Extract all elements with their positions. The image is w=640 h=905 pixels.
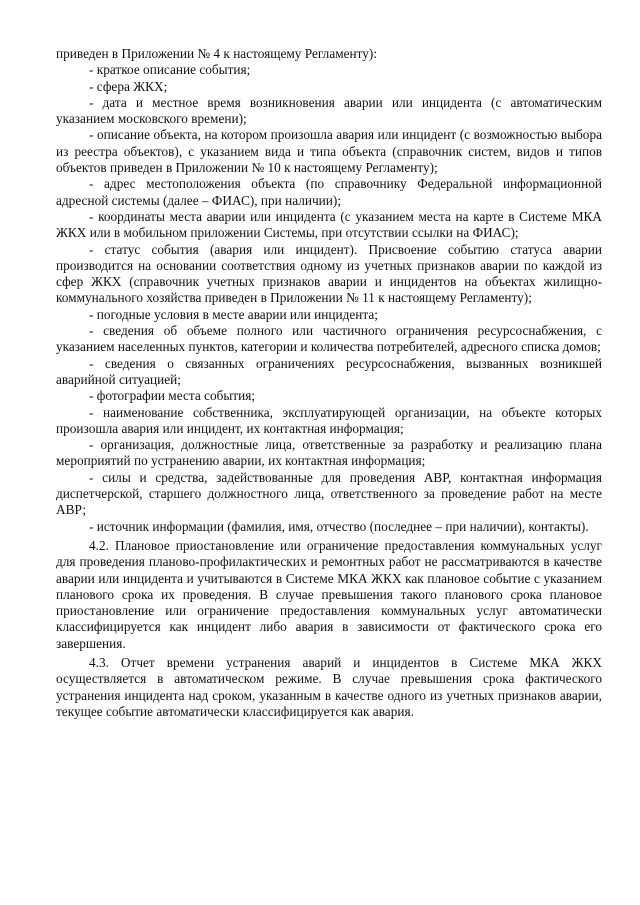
list-item: - силы и средства, задействованные для проведения АВР, контактная информация диспетчерской, старшего должностного лица, ответственного за проведение работ на месте АВР; (56, 469, 602, 518)
list-item: - организация, должностные лица, ответственные за разработку и реализацию плана мероприятий по устранению аварии, их контактная информация; (56, 437, 602, 469)
list-item: - сведения о связанных ограничениях ресурсоснабжения, вызванных возникшей аварийной ситуацией; (56, 355, 602, 387)
list-item: - наименование собственника, эксплуатирующей организации, на объекте которых произошла авария или инцидент, их контактная информация; (56, 404, 602, 436)
list-item: - координаты места аварии или инцидента (с указанием места на карте в Системе МКА ЖКХ или в мобильном приложении Системы, при отсутствии ссылки на ФИАС); (56, 208, 602, 241)
list-item: - дата и местное время возникновения аварии или инцидента (с автоматическим указанием московского времени); (56, 94, 602, 127)
section-4-2: 4.2. Плановое приостановление или ограничение предоставления коммунальных услуг для проведения планово-профилактических и ремонтных работ не рассматриваются в качестве аварии или инцидента и учитываются в Системе МКА ЖКХ как плановое событие с указанием планового срока их проведения. В случае превышения такого планового срока плановое приостановление или ограничение предоставления коммунальных услуг автоматически классифицируется как инцидент либо авария в зависимости от фактического срока его завершения. (56, 537, 602, 651)
list-item: - сведения об объеме полного или частичного ограничения ресурсоснабжения, с указанием населенных пунктов, категории и количества потребителей, адресного списка домов; (56, 323, 602, 355)
list-item: - погодные условия в месте аварии или инцидента; (89, 306, 378, 322)
list-item: - фотографии места события; (89, 388, 256, 404)
section-4-3: 4.3. Отчет времени устранения аварий и инцидентов в Системе МКА ЖКХ осуществляется в автоматическом режиме. В случае превышения срока фактического устранения инцидента над сроком, указанным в качестве одного из учетных признаков аварии, текущее событие автоматически классифицируется как авария. (56, 654, 602, 719)
paragraph-continuation: приведен в Приложении № 4 к настоящему Регламенту): (56, 46, 378, 61)
list-item: - статус события (авария или инцидент). Присвоение событию статуса аварии производится на основании соответствия одному из учетных признаков аварии по каждой из сфер ЖКХ (справочник учетных признаков аварии и инцидентов на объектах жилищно-коммунального хозяйства приведен в Приложении № 11 к настоящему Регламенту); (56, 241, 602, 306)
list-item: - источник информации (фамилия, имя, отчество (последнее – при наличии), контакты). (89, 518, 589, 534)
list-item: - краткое описание события; (89, 62, 251, 78)
list-item: - сфера ЖКХ; (89, 78, 168, 94)
list-item: - описание объекта, на котором произошла авария или инцидент (с возможностью выбора из реестра объектов), с указанием вида и типа объекта (справочник систем, видов и типов объектов приведен в Приложении № 10 к настоящему Регламенту); (56, 127, 602, 176)
list-item: - адрес местоположения объекта (по справочнику Федеральной информационной адресной системы (далее – ФИАС), при наличии); (56, 176, 602, 208)
